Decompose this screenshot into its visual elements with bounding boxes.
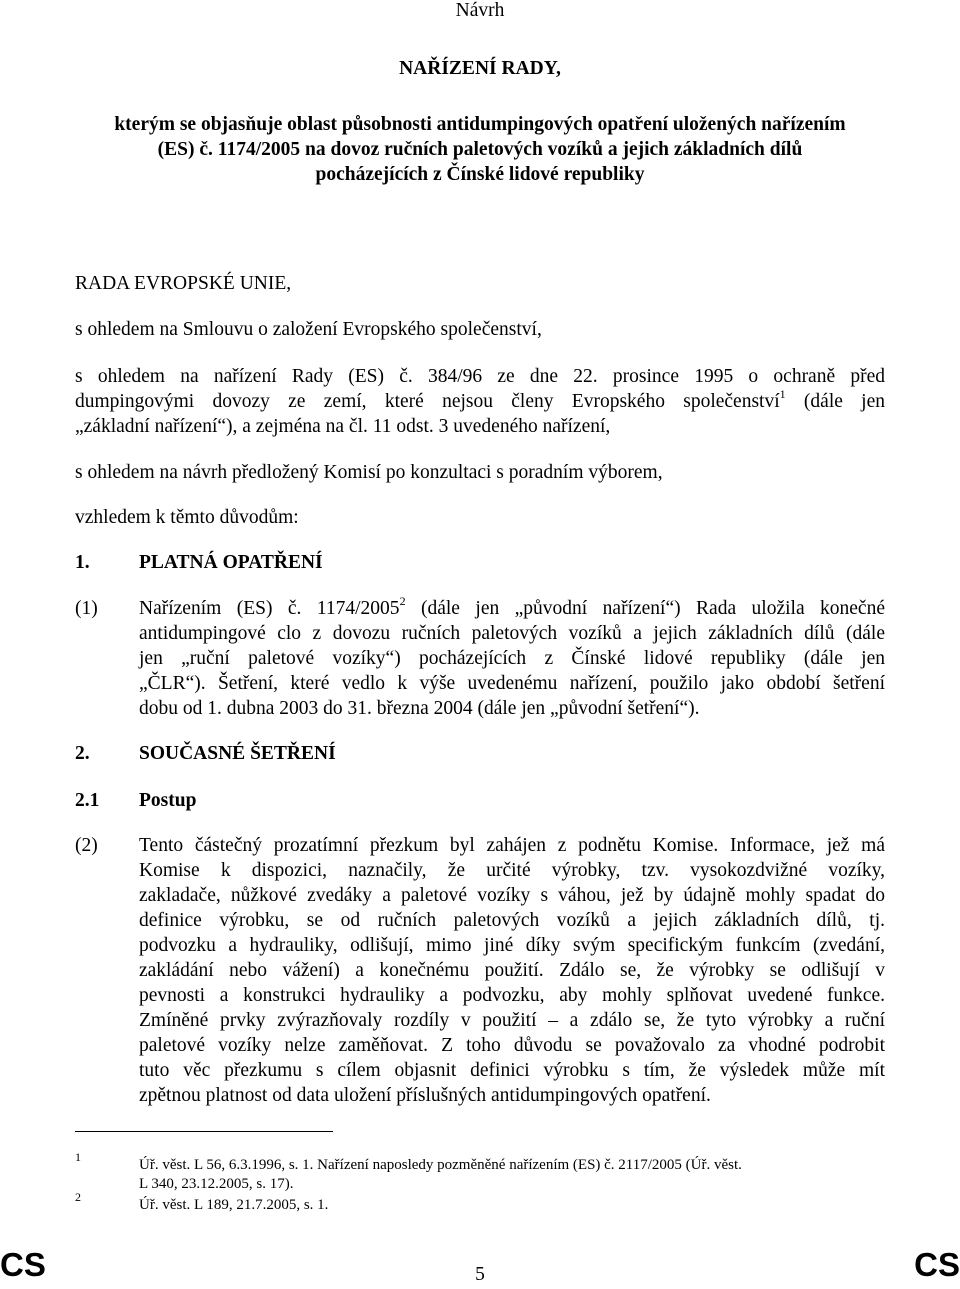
paragraph-2-line-10: tuto věc přezkumu s cílem objasnit definici výrobku s tím, že výsledek může mít <box>139 1060 885 1081</box>
section-2-title: SOUČASNÉ ŠETŘENÍ <box>139 743 336 764</box>
paragraph-1-line-1: Nařízením (ES) č. 1174/2005$^2$ (dále jen „původní nařízení“) Rada uložila konečné <box>139 593 885 619</box>
paragraph-2-line-2: Komise k dispozici, naznačily, že určité výrobky, tzv. vysokozdvižné vozíky, <box>139 860 885 881</box>
subtitle-line-2: (ES) č. 1174/2005 na dovoz ručních paletových vozíků a jejich základních dílů <box>157 139 803 160</box>
paragraph-2-line-1: Tento částečný prozatímní přezkum byl zahájen z podnětu Komise. Informace, jež má <box>139 835 885 856</box>
whereas-line: vzhledem k těmto důvodům: <box>75 507 299 528</box>
section-1-title: PLATNÁ OPATŘENÍ <box>139 552 323 573</box>
paragraph-2-line-8: Zmíněné prvky zvýrazňovaly rozdíly v použití – a zdálo se, že tyto výrobky a ruční <box>139 1010 885 1031</box>
recital-regulation-line-2: dumpingovými dovozy ze zemí, které nejsou členy Evropského společenství$^1$ (dále jen <box>75 386 885 412</box>
footnote-1-line-1: Úř. věst. L 56, 6.3.1996, s. 1. Nařízení naposledy pozměněné nařízením (ES) č. 2117/2005 (Úř. věst. <box>139 1157 742 1173</box>
footnote-2-number: 2 <box>75 1190 81 1204</box>
paragraph-1-line-2: antidumpingové clo z dovozu ručních paletových vozíků a jejich základních dílů (dále <box>139 623 885 644</box>
footnote-ref-2[interactable]: 2 <box>399 593 406 608</box>
section-2-number: 2. <box>75 743 90 764</box>
footer-language-right: CS <box>914 1246 960 1283</box>
paragraph-2-line-5: podvozku a hydrauliky, odlišují, mimo jiné díky svým specifickým funkcím (zvedání, <box>139 935 885 956</box>
council-heading: RADA EVROPSKÉ UNIE, <box>75 273 292 294</box>
subsection-2-1-title: Postup <box>139 790 197 811</box>
paragraph-2-line-7: pevnosti a konstrukci hydrauliky a podvozku, aby mohly splňovat uvedené funkce. <box>139 985 885 1006</box>
paragraph-1-line-3: jen „ruční paletové vozíky“) pocházejících z Čínské lidové republiky (dále jen <box>139 648 885 669</box>
footnote-separator <box>75 1131 333 1132</box>
section-1-number: 1. <box>75 552 90 573</box>
footnote-1-line-2: L 340, 23.12.2005, s. 17). <box>139 1176 294 1192</box>
paragraph-1-number: (1) <box>75 598 98 619</box>
draft-label: Návrh <box>455 0 505 21</box>
paragraph-2-line-6: zakládání nebo vážení) a konečnému použití. Zdálo se, že výrobky se odlišují v <box>139 960 885 981</box>
paragraph-1-line-4: „ČLR“). Šetření, které vedlo k výše uvedenému nařízení, použilo jako období šetření <box>139 673 885 694</box>
subtitle-line-1: kterým se objasňuje oblast působnosti antidumpingových opatření uložených nařízením <box>114 114 846 135</box>
paragraph-2-line-9: paletové vozíky nelze zaměňovat. Z toho důvodu se považovalo za vhodné podrobit <box>139 1035 885 1056</box>
paragraph-2-number: (2) <box>75 835 98 856</box>
recital-regulation-line-1: s ohledem na nařízení Rady (ES) č. 384/96 ze dne 22. prosince 1995 o ochraně před <box>75 366 885 387</box>
paragraph-2-line-11: zpětnou platnost od data uložení příslušných antidumpingových opatření. <box>139 1085 711 1106</box>
recital-regulation-line-3: „základní nařízení“), a zejména na čl. 11 odst. 3 uvedeného nařízení, <box>75 416 611 437</box>
paragraph-1-line-5: dobu od 1. dubna 2003 do 31. března 2004 (dále jen „původní šetření“). <box>139 698 700 719</box>
recital-treaty: s ohledem na Smlouvu o založení Evropského společenství, <box>75 319 542 340</box>
subtitle-line-3: pocházejících z Čínské lidové republiky <box>315 164 645 185</box>
paragraph-2-line-3: zakladače, nůžkové zvedáky a paletové vozíky s váhou, jež by údajně mohly spadat do <box>139 885 885 906</box>
subsection-2-1-number: 2.1 <box>75 790 100 811</box>
recital-proposal: s ohledem na návrh předložený Komisí po konzultaci s poradním výborem, <box>75 462 663 483</box>
footnote-ref-1[interactable]: 1 <box>779 386 786 401</box>
footnote-2-line-1: Úř. věst. L 189, 21.7.2005, s. 1. <box>139 1197 329 1213</box>
page-number: 5 <box>475 1264 485 1285</box>
footer-language-left: CS <box>0 1246 46 1283</box>
footnote-1-number: 1 <box>75 1150 81 1164</box>
paragraph-2-line-4: definice výrobku, se od ručních paletových vozíků a jejich základních dílů, tj. <box>139 910 885 931</box>
document-title: NAŘÍZENÍ RADY, <box>399 58 561 79</box>
